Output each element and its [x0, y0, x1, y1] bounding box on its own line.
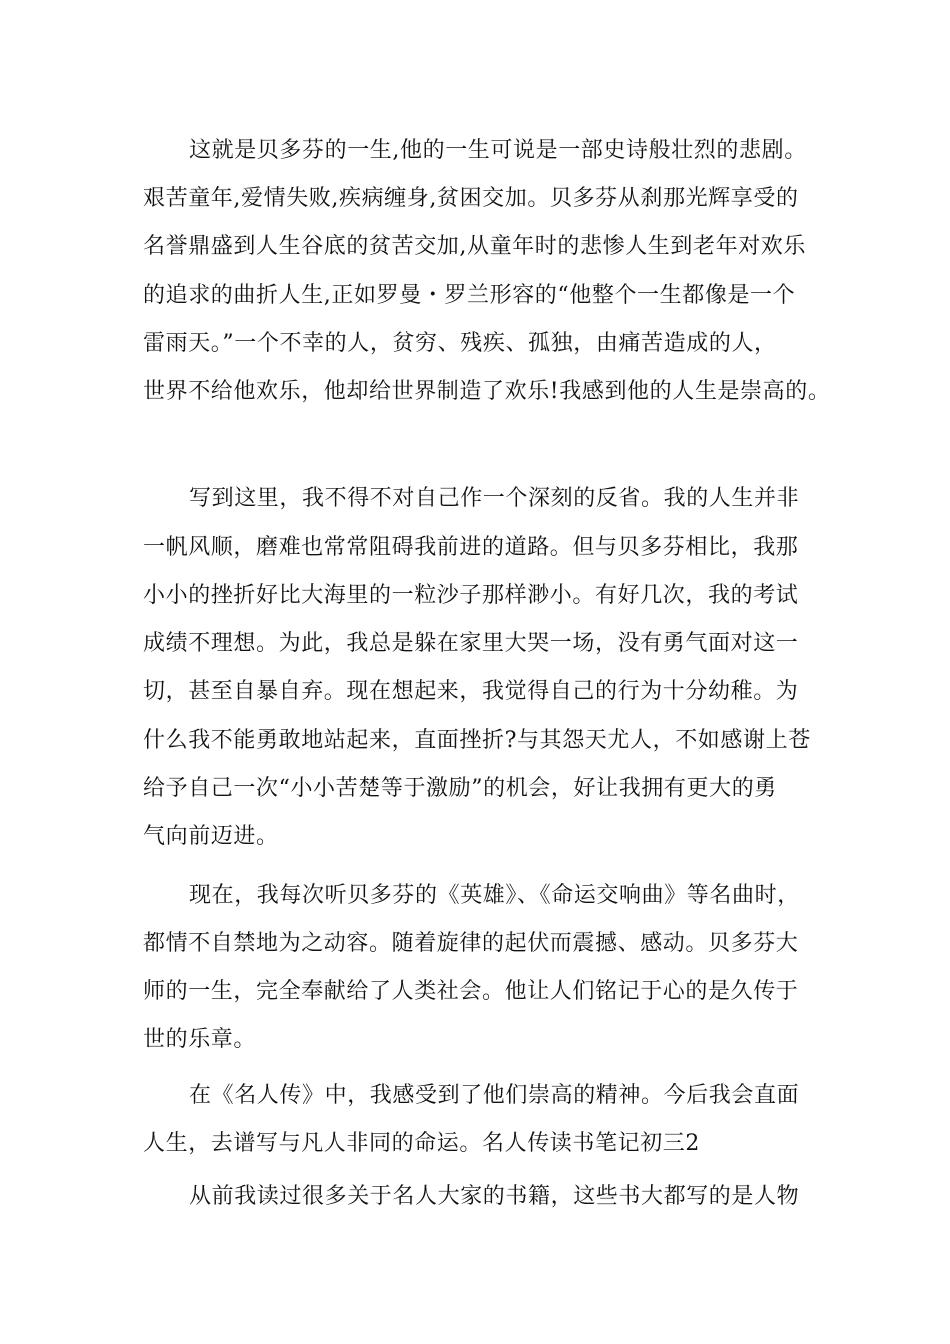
- text-line: 给予自己一次“小小苦楚等于激励”的机会，好让我拥有更大的勇: [143, 776, 777, 801]
- text-line: 艰苦童年,爱情失败,疾病缠身,贫困交加。贝多芬从刹那光辉享受的: [143, 186, 799, 211]
- text-line: 世界不给他欢乐，他却给世界制造了欢乐!我感到他的人生是崇高的。: [143, 379, 831, 404]
- text-line: 从前我读过很多关于名人大家的书籍，这些书大都写的是人物: [189, 1184, 800, 1209]
- text-line: 写到这里，我不得不对自己作一个深刻的反省。我的人生并非: [189, 486, 800, 511]
- text-line: 一帆风顺，磨难也常常阻碍我前进的道路。但与贝多芬相比，我那: [143, 535, 799, 560]
- text-line: 切，甚至自暴自弃。现在想起来，我觉得自己的行为十分幼稚。为: [143, 679, 799, 704]
- text-line: 人生，去谱写与凡人非同的命运。名人传读书笔记初三2: [143, 1131, 700, 1156]
- text-line: 成绩不理想。为此，我总是躲在家里大哭一场，没有勇气面对这一: [143, 631, 799, 656]
- text-line: 雷雨天。”一个不幸的人，贫穷、残疾、孤独，由痛苦造成的人，: [143, 331, 777, 356]
- text-line: 气向前迈进。: [143, 824, 279, 849]
- text-line: 师的一生，完全奉献给了人类社会。他让人们铭记于心的是久传于: [143, 979, 799, 1004]
- text-line: 名誉鼎盛到人生谷底的贫苦交加,从童年时的悲惨人生到老年对欢乐: [143, 234, 806, 259]
- text-line: 世的乐章。: [143, 1027, 257, 1052]
- text-line: 都情不自禁地为之动容。随着旋律的起伏而震撼、感动。贝多芬大: [143, 931, 799, 956]
- text-line: 的追求的曲折人生,正如罗曼・罗兰形容的“他整个一生都像是一个: [143, 283, 796, 308]
- text-line: 这就是贝多芬的一生,他的一生可说是一部史诗般壮烈的悲剧。: [189, 138, 807, 163]
- text-line: 现在，我每次听贝多芬的《英雄》、《命运交响曲》等名曲时，: [189, 883, 800, 908]
- text-line: 小小的挫折好比大海里的一粒沙子那样渺小。有好几次，我的考试: [143, 583, 799, 608]
- text-line: 在《名人传》中，我感受到了他们崇高的精神。今后我会直面: [189, 1083, 800, 1108]
- text-line: 什么我不能勇敢地站起来，直面挫折?与其怨天尤人，不如感谢上苍: [143, 728, 811, 753]
